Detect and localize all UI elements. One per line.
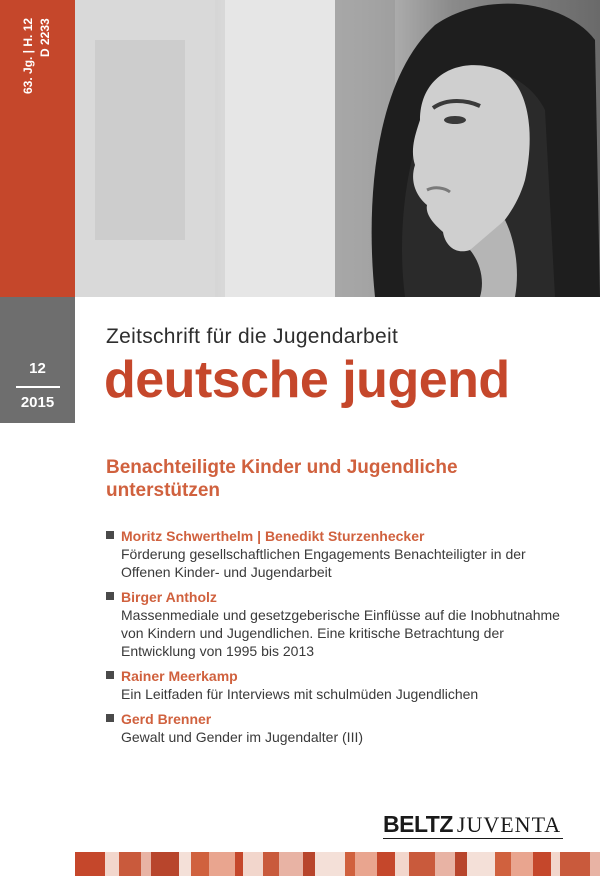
stripe-segment [533, 852, 551, 876]
stripe-segment [119, 852, 141, 876]
article-item [106, 710, 576, 746]
bullet-square-icon [106, 592, 114, 600]
stripe-segment [590, 852, 600, 876]
stripe-segment [105, 852, 119, 876]
stripe-segment [345, 852, 355, 876]
article-description: Massenmediale und gesetzgeberische Einflüsse auf die Inobhutnahme von Kindern und Jugendlichen. Eine kritische Betrachtung der Entwicklung von 1995 bis 2013 [121, 607, 560, 659]
article-author: Rainer Meerkamp [121, 668, 238, 684]
stripe-segment [303, 852, 315, 876]
theme-heading: Benachteiligte Kinder und Jugendliche unterstützen [106, 457, 458, 501]
stripe-segment [560, 852, 590, 876]
stripe-segment [75, 852, 105, 876]
stripe-segment [395, 852, 409, 876]
stripe-segment [151, 852, 179, 876]
issue-number: 12 [29, 360, 46, 377]
stripe-segment [141, 852, 151, 876]
bullet-square-icon [106, 531, 114, 539]
publisher-name-juventa: JUVENTA [456, 812, 562, 837]
article-description: Gewalt und Gender im Jugendalter (III) [121, 729, 364, 745]
publisher-underline [383, 838, 563, 839]
article-item [106, 667, 576, 703]
article-author: Birger Antholz [121, 589, 217, 605]
stripe-segment [179, 852, 191, 876]
spine-volume: 63. Jg. | H. 12 [21, 18, 35, 95]
issue-divider [16, 386, 60, 388]
stripe-segment [551, 852, 560, 876]
cover-photo [75, 0, 600, 297]
stripe-segment [279, 852, 303, 876]
stripe-segment [243, 852, 263, 876]
spine-text [20, 18, 60, 278]
article-author: Moritz Schwerthelm | Benedikt Sturzenhecker [121, 528, 425, 544]
publisher-logo [383, 811, 561, 838]
stripe-segment [209, 852, 235, 876]
stripe-segment [435, 852, 455, 876]
issue-year: 2015 [20, 394, 55, 411]
stripe-segment [511, 852, 533, 876]
article-description: Ein Leitfaden für Interviews mit schulmüden Jugendlichen [121, 686, 479, 702]
stripe-segment [495, 852, 511, 876]
stripe-segment [191, 852, 209, 876]
stripe-segment [467, 852, 495, 876]
journal-title: deutsche jugend [104, 351, 510, 409]
stripe-segment [377, 852, 395, 876]
cover-photo-illustration [75, 0, 600, 297]
journal-subtitle: Zeitschrift für die Jugendarbeit [106, 325, 399, 348]
stripe-segment [455, 852, 467, 876]
article-list [106, 527, 576, 753]
stripe-segment [235, 852, 243, 876]
article-author: Gerd Brenner [121, 711, 212, 727]
stripe-segment [315, 852, 345, 876]
decorative-stripe-band [75, 852, 600, 876]
stripe-segment [263, 852, 279, 876]
article-item [106, 588, 576, 660]
article-description: Förderung gesellschaftlichen Engagements Benachteiligter in der Offenen Kinder- und Jugendarbeit [121, 546, 526, 580]
stripe-segment [355, 852, 377, 876]
spine-code: D 2233 [38, 18, 52, 57]
bullet-square-icon [106, 714, 114, 722]
bullet-square-icon [106, 671, 114, 679]
article-item [106, 527, 576, 581]
stripe-segment [409, 852, 435, 876]
publisher-name-beltz: BELTZ [383, 811, 453, 837]
